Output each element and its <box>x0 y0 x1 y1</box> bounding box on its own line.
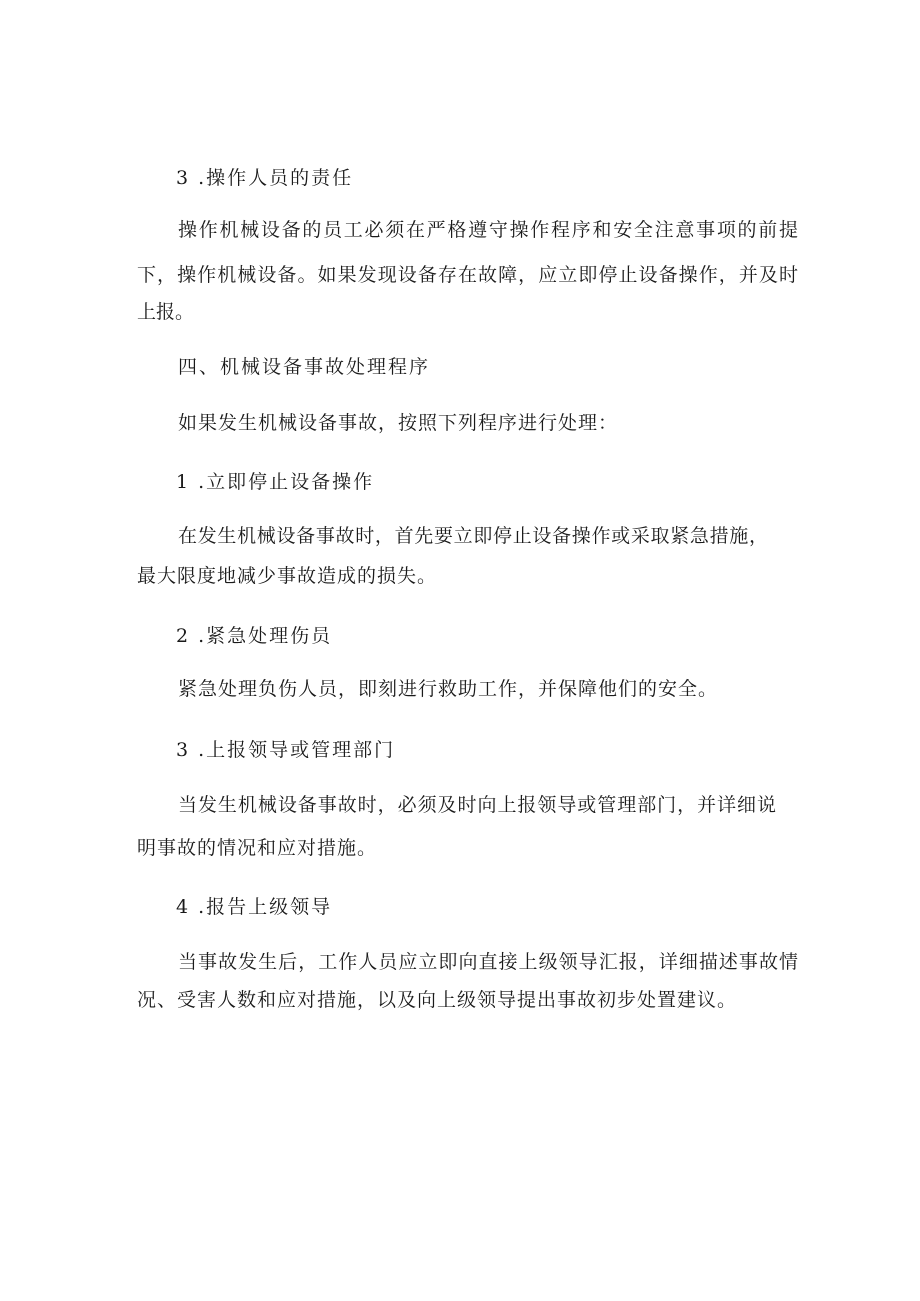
paragraph-line: 如果发生机械设备事故，按照下列程序进行处理： <box>178 412 619 434</box>
section-heading: 3 .上报领导或管理部门 <box>176 739 396 761</box>
section-heading: 4 .报告上级领导 <box>176 896 333 918</box>
paragraph-line: 在发生机械设备事故时，首先要立即停止设备操作或采取紧急措施， <box>178 525 768 547</box>
paragraph-line: 况、受害人数和应对措施，以及向上级领导提出事故初步处置建议。 <box>137 989 738 1011</box>
section-heading: 1 .立即停止设备操作 <box>176 471 375 493</box>
paragraph-line: 当发生机械设备事故时，必须及时向上报领导或管理部门，并详细说 <box>178 794 776 816</box>
paragraph-line: 上报。 <box>137 301 195 323</box>
section-heading: 2 .紧急处理伤员 <box>176 625 333 647</box>
paragraph-line: 明事故的情况和应对措施。 <box>137 837 378 859</box>
paragraph-line: 紧急处理负伤人员，即刻进行救助工作，并保障他们的安全。 <box>178 678 719 700</box>
paragraph-line: 操作机械设备的员工必须在严格遵守操作程序和安全注意事项的前提 <box>178 219 798 241</box>
paragraph-line: 最大限度地减少事故造成的损失。 <box>137 565 438 587</box>
paragraph-line: 下，操作机械设备。如果发现设备存在故障，应立即停止设备操作，并及时 <box>137 264 798 286</box>
section-heading: 四、机械设备事故处理程序 <box>178 356 431 378</box>
section-heading: 3 .操作人员的责任 <box>176 167 354 189</box>
paragraph-line: 当事故发生后，工作人员应立即向直接上级领导汇报，详细描述事故情 <box>178 951 798 973</box>
